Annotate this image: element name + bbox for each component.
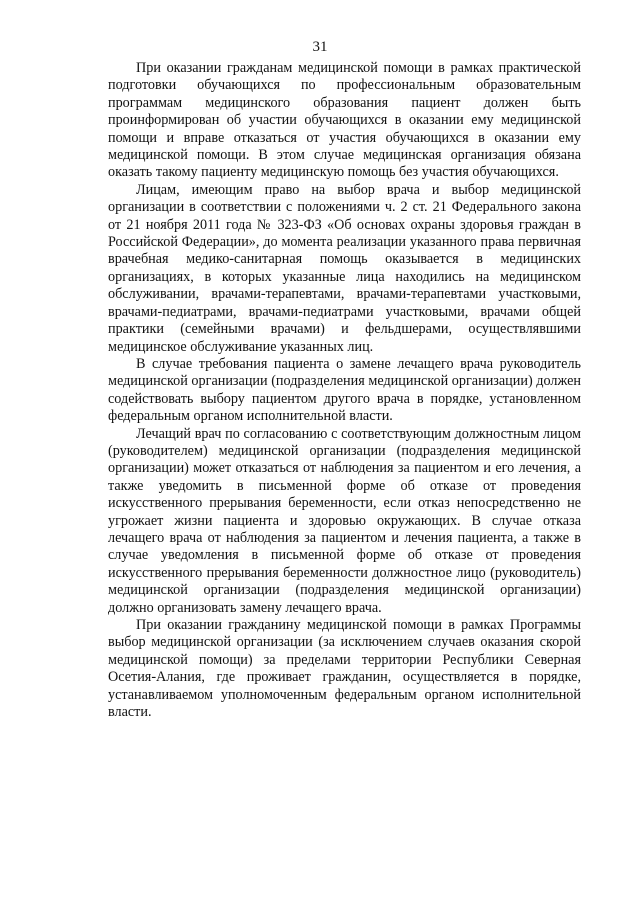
body-text — [108, 60, 581, 721]
page-number: 31 — [312, 39, 328, 55]
paragraph-doctor-refusal: Лечащий врач по согласованию с соответствующим должностным лицом (руководителем) медицинской организации (подразделения медицинской организации) может отказаться от наблюдения за пациентом и его лечения, а также уведомить в письменной форме об отказе от проведения искусственного прерывания беременности, если отказ непосредственно не угрожает жизни пациента и здоровью окружающих. В случае отказа лечащего врача от наблюдения за пациентом и лечения пациента, а также в случае уведомления в письменной форме об отказе от проведения искусственного прерывания беременности должностное лицо (руководитель) медицинской организации (подразделения медицинской организации) должно организовать замену лечащего врача. — [108, 425, 581, 616]
paragraph-doctor-choice-rights: Лицам, имеющим право на выбор врача и выбор медицинской организации в соответствии с положениями ч. 2 ст. 21 Федерального закона от 21 ноября 2011 года № 323-ФЗ «Об основах охраны здоровья граждан в Российской Федерации», до момента реализации указанного права первичная врачебная медико-санитарная помощь оказывается в медицинских организациях, в которых указанные лица находились на медицинском обслуживании, врачами-терапевтами, врачами-терапевтами участковыми, врачами-педиатрами, врачами-педиатрами участковыми, врачами общей практики (семейными врачами) и фельдшерами, осуществлявшими медицинское обслуживание указанных лиц. — [108, 181, 581, 355]
paragraph-organization-choice-outside-region: При оказании гражданину медицинской помощи в рамках Программы выбор медицинской организации (за исключением случаев оказания скорой медицинской помощи) за пределами территории Республики Северная Осетия-Алания, где проживает гражданин, осуществляется в порядке, устанавливаемом уполномоченным федеральным органом исполнительной власти. — [108, 617, 581, 721]
paragraph-trainee-participation: При оказании гражданам медицинской помощи в рамках практической подготовки обучающихся по профессиональным образовательным программам медицинского образования пациент должен быть проинформирован об участии обучающихся в оказании ему медицинской помощи и вправе отказаться от участия обучающихся в оказании ему медицинской помощи. В этом случае медицинская организация обязана оказать такому пациенту медицинскую помощь без участия обучающихся. — [108, 60, 581, 181]
paragraph-doctor-replacement-request: В случае требования пациента о замене лечащего врача руководитель медицинской организации (подразделения медицинской организации) должен содействовать выбору пациентом другого врача в порядке, установленном федеральным органом исполнительной власти. — [108, 355, 581, 425]
